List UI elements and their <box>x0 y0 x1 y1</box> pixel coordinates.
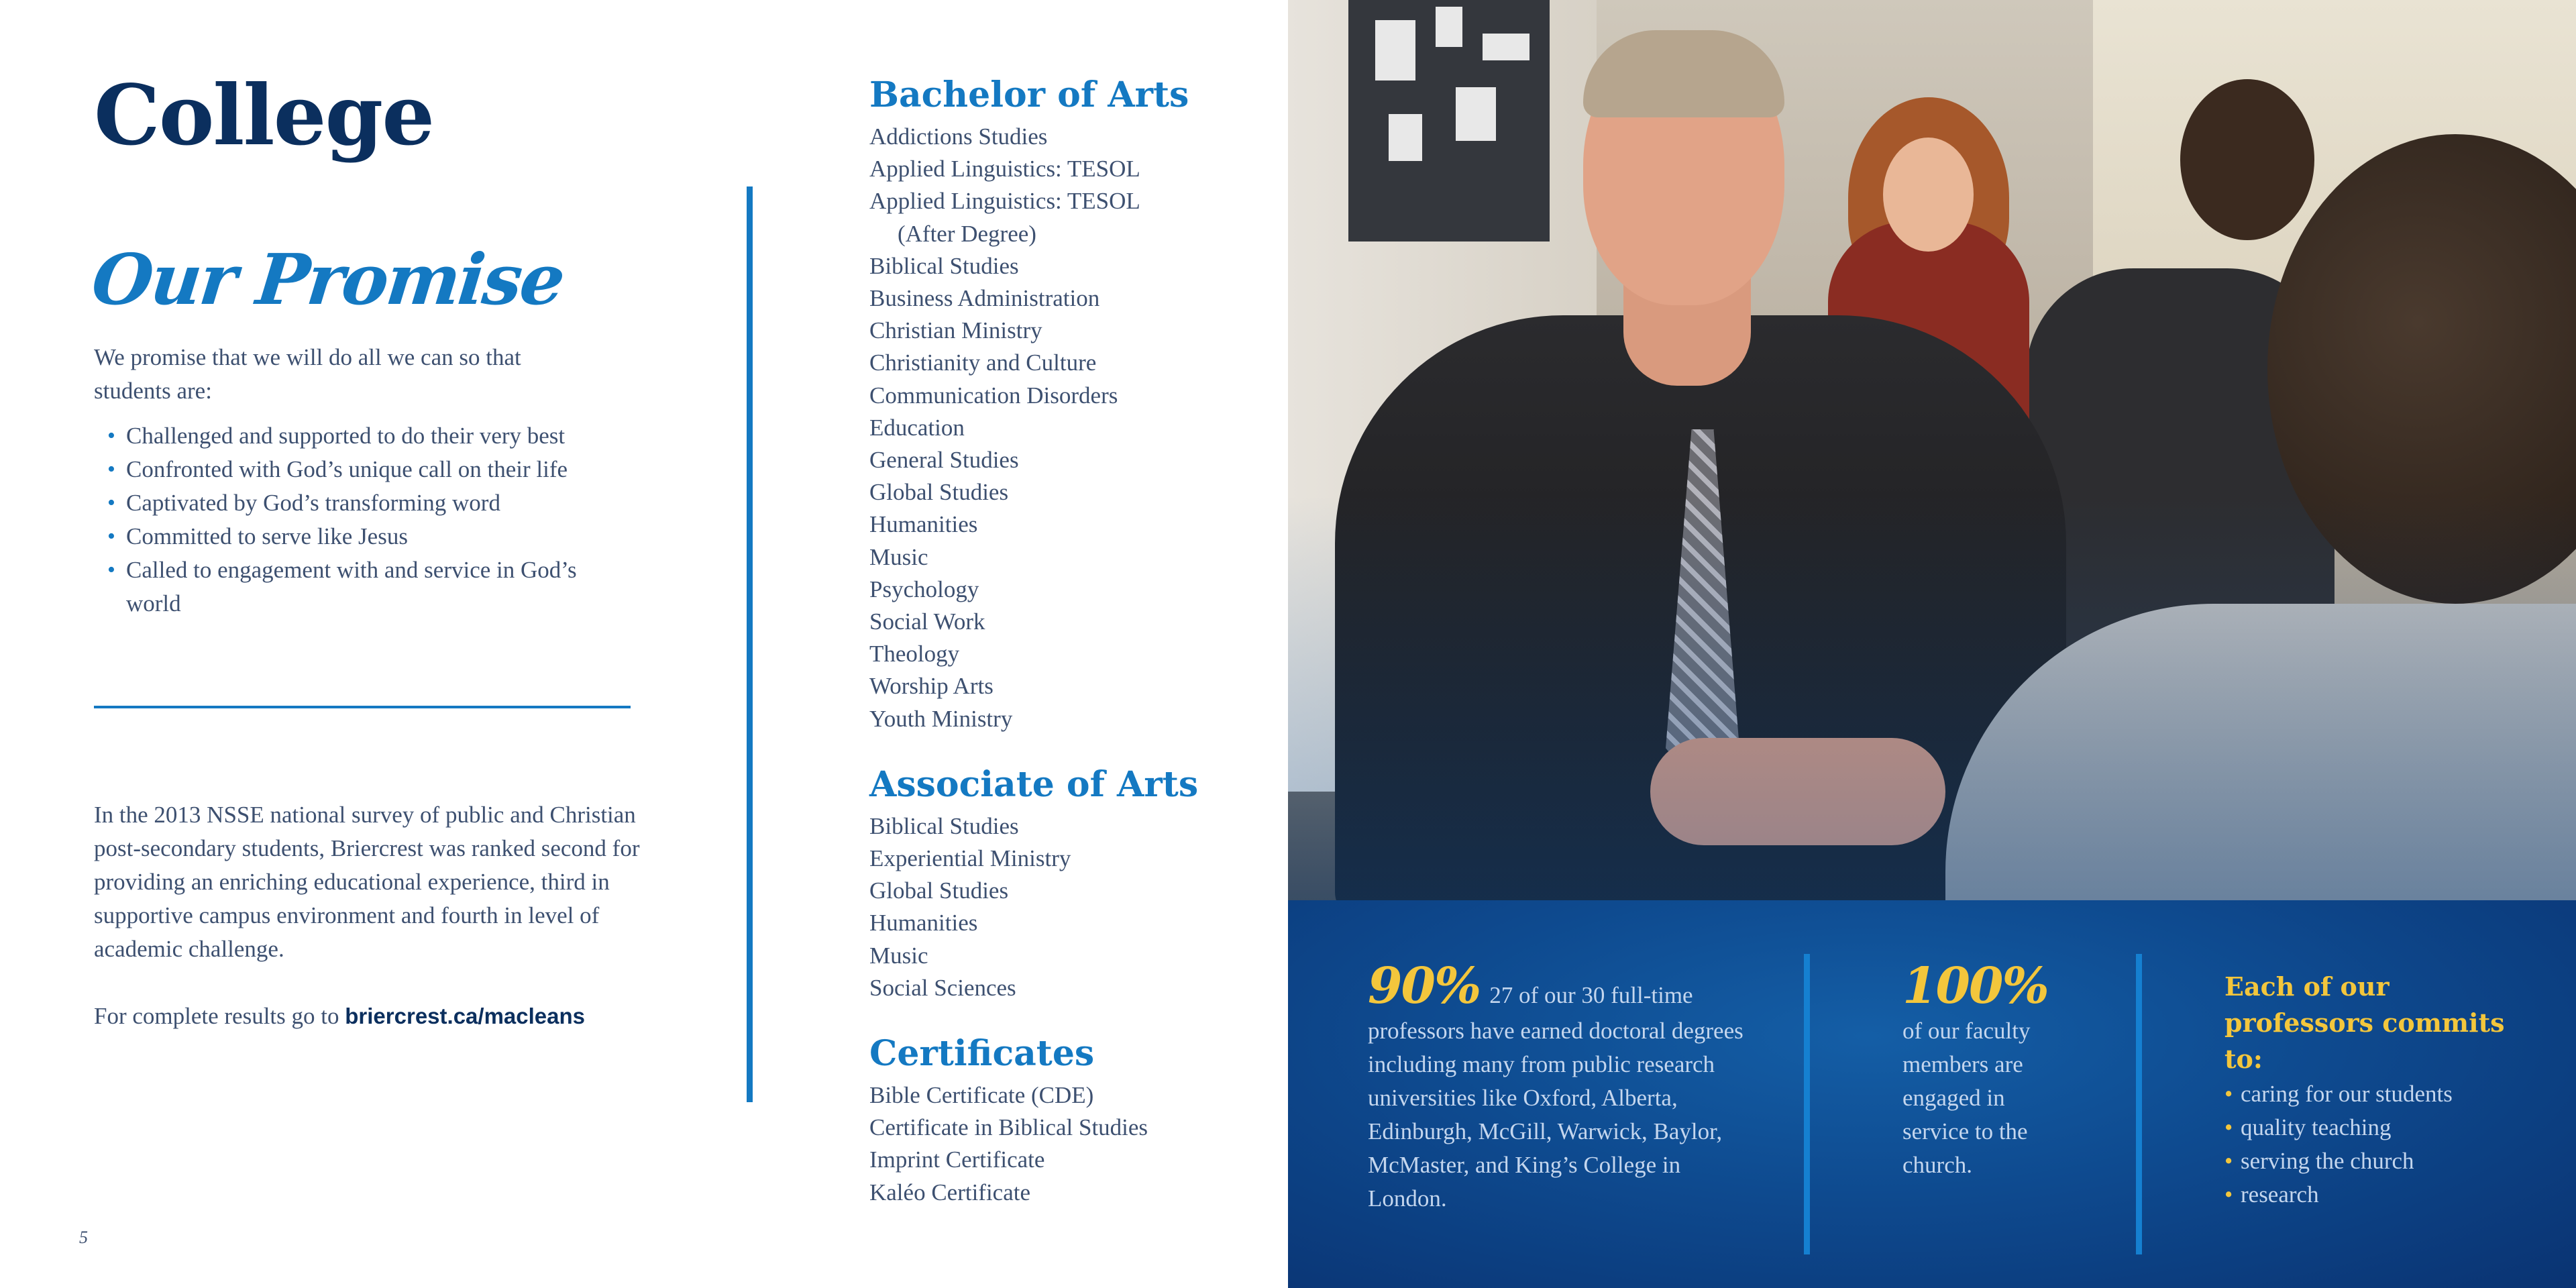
promise-item: • Challenged and supported to do their very best <box>107 419 644 453</box>
program-item: Psychology <box>869 576 979 602</box>
vertical-divider <box>747 186 753 1102</box>
promise-item: • Called to engagement with and service in God’s world <box>107 553 617 621</box>
nsse-survey-text: In the 2013 NSSE national survey of public and Christian post-secondary students, Briercrest was ranked second for providing an enriching educational experience, third in supportive campus environment and fourth in level of academic challenge. <box>94 802 640 962</box>
program-item: Social Sciences <box>869 974 1016 1001</box>
results-prefix: For complete results go to <box>94 1003 345 1029</box>
certificates-list <box>869 1079 1272 1209</box>
program-item: Music <box>869 942 928 969</box>
program-item: Humanities <box>869 910 978 936</box>
bullet-icon: • <box>107 557 115 582</box>
page-title: College <box>94 67 434 164</box>
program-item: Communication Disorders <box>869 382 1118 409</box>
program-item: Global Studies <box>869 479 1009 506</box>
bullet-icon: • <box>107 490 115 515</box>
promise-title: Our Promise <box>88 238 568 321</box>
program-item: Theology <box>869 641 960 667</box>
promise-list <box>107 419 644 621</box>
stat-doctoral <box>1368 958 1757 1216</box>
programs-column <box>869 72 1272 1236</box>
stat-value: 100% <box>1902 957 2048 1015</box>
program-item: Imprint Certificate <box>869 1146 1045 1173</box>
bachelor-list <box>869 121 1272 735</box>
associate-list <box>869 810 1272 1004</box>
promise-item: • Captivated by God’s transforming word <box>107 486 644 520</box>
commitment-item: • serving the church <box>2224 1144 2546 1178</box>
bullet-icon: • <box>107 457 115 482</box>
associate-heading: Associate of Arts <box>869 763 1199 805</box>
program-item: Applied Linguistics: TESOL <box>869 156 1140 182</box>
commitment-item: • research <box>2224 1178 2546 1212</box>
commitments <box>2224 969 2546 1212</box>
commitment-item: • caring for our students <box>2224 1077 2546 1111</box>
bullet-icon: • <box>107 524 115 549</box>
program-item: Worship Arts <box>869 673 994 700</box>
promise-item: • Confronted with God’s unique call on their life <box>107 453 644 486</box>
bullet-icon: • <box>2224 1081 2233 1107</box>
commitments-heading: Each of our professors commits to: <box>2224 971 2505 1074</box>
program-item: Biblical Studies <box>869 252 1019 279</box>
horizontal-divider <box>94 706 631 708</box>
program-item: Business Administration <box>869 285 1100 312</box>
program-item: Music <box>869 543 928 570</box>
commitments-list <box>2224 1077 2546 1212</box>
program-item: Biblical Studies <box>869 812 1019 839</box>
program-item: Global Studies <box>869 877 1009 904</box>
stat-service <box>1902 958 2077 1182</box>
program-item: Social Work <box>869 608 985 635</box>
page-number: 5 <box>79 1228 88 1247</box>
program-item: General Studies <box>869 447 1019 474</box>
faculty-photo <box>1288 0 2576 900</box>
program-item: Kaléo Certificate <box>869 1179 1031 1205</box>
program-item: Education <box>869 414 965 441</box>
stat-divider <box>1804 954 1810 1254</box>
promise-intro: We promise that we will do all we can so that students are: <box>94 344 521 404</box>
bullet-icon: • <box>2224 1114 2233 1140</box>
bullet-icon: • <box>2224 1181 2233 1208</box>
program-item: Applied Linguistics: TESOL <box>869 188 1140 215</box>
program-item: Christian Ministry <box>869 317 1042 344</box>
stat-text: of our faculty members are engaged in service to the church. <box>1902 1018 2031 1178</box>
program-item: Humanities <box>869 511 978 538</box>
results-line <box>94 1000 698 1033</box>
bullet-icon: • <box>2224 1148 2233 1174</box>
program-item: Certificate in Biblical Studies <box>869 1114 1148 1141</box>
program-item: Experiential Ministry <box>869 845 1071 872</box>
commitment-item: • quality teaching <box>2224 1111 2546 1144</box>
program-item: Bible Certificate (CDE) <box>869 1082 1094 1109</box>
promise-item: • Committed to serve like Jesus <box>107 520 644 553</box>
stat-text: 27 of our 30 full-time professors have earned doctoral degrees including many from public research universities like Oxford, Alberta, Edinburgh, McGill, Warwick, Baylor, McMaster, and King’s College in London. <box>1368 982 1743 1212</box>
bachelor-heading: Bachelor of Arts <box>869 74 1189 115</box>
stat-divider <box>2136 954 2142 1254</box>
program-item: Youth Ministry <box>869 705 1013 732</box>
program-item: (After Degree) <box>898 220 1036 247</box>
results-link[interactable]: briercrest.ca/macleans <box>345 1004 585 1028</box>
program-item: Addictions Studies <box>869 123 1048 150</box>
bullet-icon: • <box>107 423 115 448</box>
stat-value: 90% <box>1368 957 1481 1015</box>
program-item: Christianity and Culture <box>869 350 1097 376</box>
certificates-heading: Certificates <box>869 1033 1095 1075</box>
